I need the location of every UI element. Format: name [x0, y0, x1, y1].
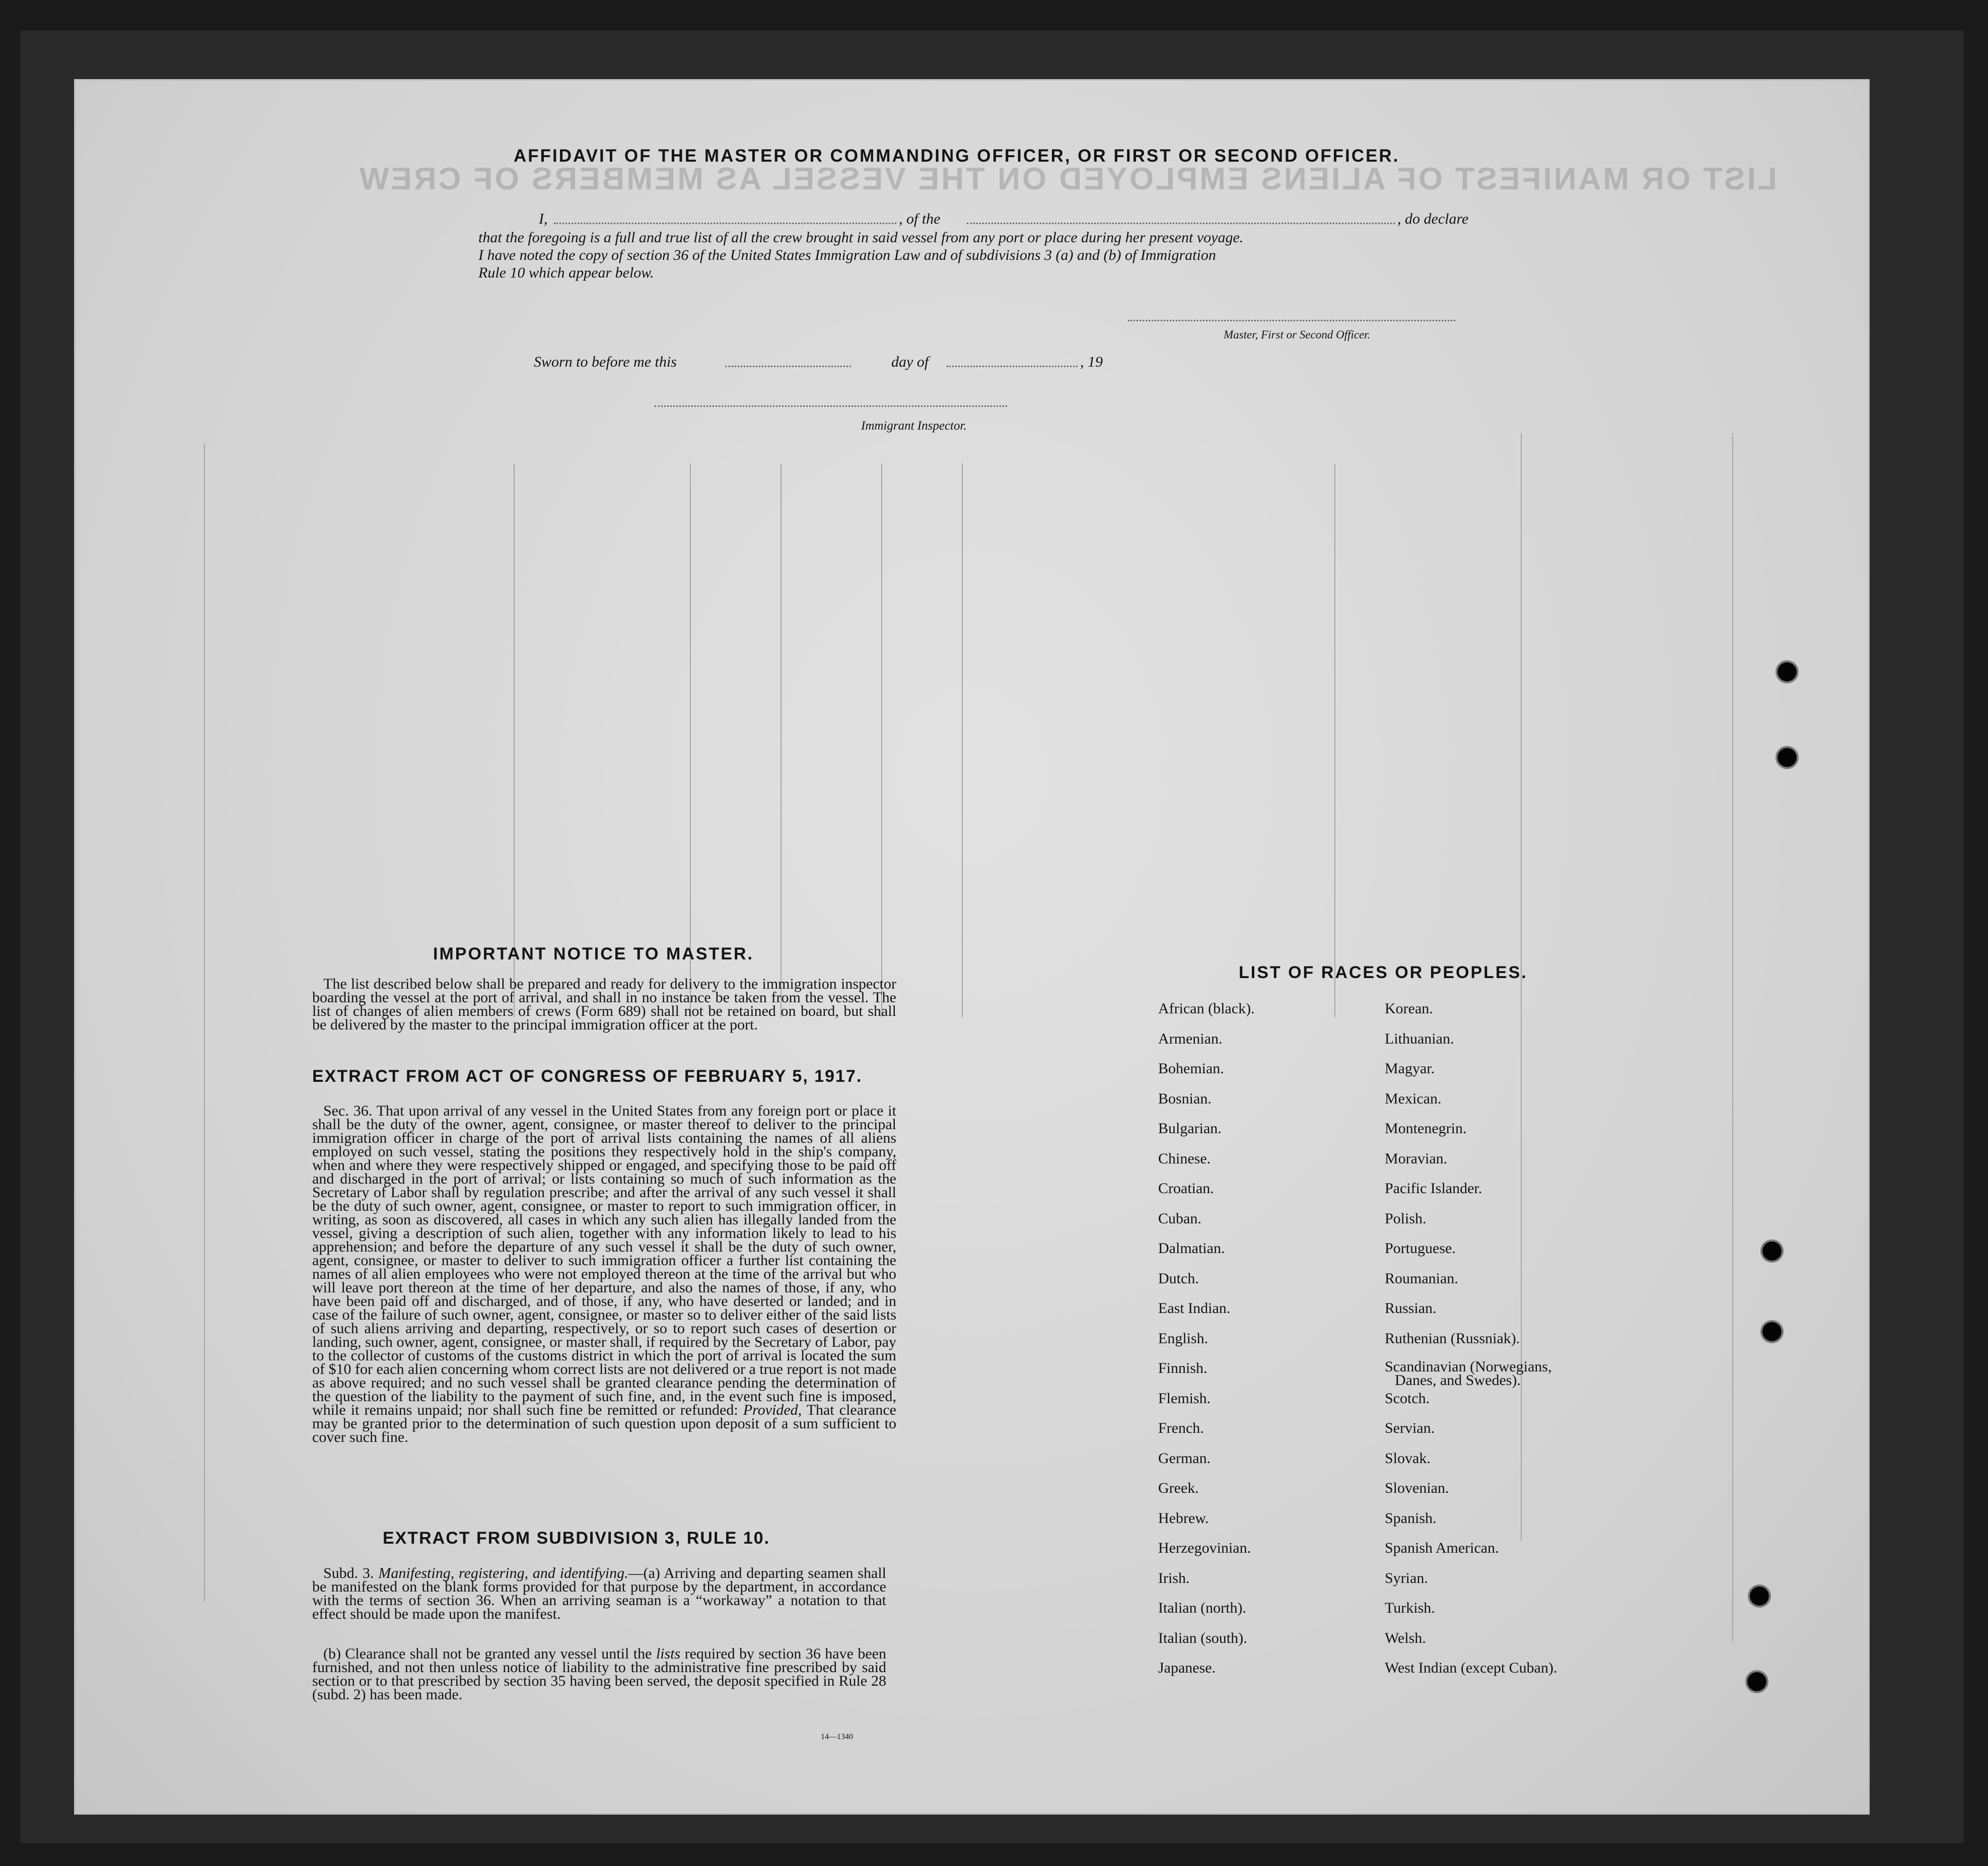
document-page — [76, 81, 1868, 1813]
act-extract-title: EXTRACT FROM ACT OF CONGRESS OF FEBRUARY 5, 1917. — [312, 1067, 863, 1086]
race-item: Bosnian. — [1158, 1090, 1212, 1107]
ghost-rule — [204, 443, 205, 1602]
race-item: Cuban. — [1158, 1210, 1201, 1227]
race-item: Portuguese. — [1385, 1240, 1456, 1257]
race-item: Roumanian. — [1385, 1270, 1458, 1287]
master-signature-line — [1128, 320, 1455, 321]
ghost-rule — [690, 463, 691, 1017]
form-number: 14—1340 — [821, 1733, 853, 1741]
race-item: English. — [1158, 1330, 1209, 1347]
race-item: German. — [1158, 1449, 1211, 1467]
races-right-column — [1385, 1000, 1557, 1690]
subd-label: Subd. 3. — [323, 1565, 374, 1581]
races-left-column — [1158, 1000, 1255, 1690]
name-blank — [554, 223, 896, 224]
race-item: Greek. — [1158, 1480, 1199, 1496]
race-item: Welsh. — [1385, 1629, 1426, 1646]
affidavit-line-1: that the foregoing is a full and true list of all the crew brought in said vessel from any port or place during her present voyage. — [478, 229, 1244, 246]
section-label: Sec. 36. — [323, 1102, 373, 1119]
rule-extract-title: EXTRACT FROM SUBDIVISION 3, RULE 10. — [383, 1529, 770, 1548]
master-caption: Master, First or Second Officer. — [1224, 328, 1371, 341]
ghost-rule — [1334, 463, 1335, 1017]
race-item: Lithuanian. — [1385, 1030, 1454, 1047]
race-item: Irish. — [1158, 1569, 1190, 1586]
inspector-caption: Immigrant Inspector. — [861, 419, 967, 433]
race-item: Scotch. — [1385, 1390, 1430, 1407]
race-item: Korean. — [1385, 1000, 1433, 1017]
year-label: , 19 — [1080, 354, 1103, 370]
race-item-continuation: Danes, and Swedes). — [1395, 1372, 1521, 1389]
para-b-lists: lists — [656, 1645, 681, 1662]
race-item: Moravian. — [1385, 1150, 1448, 1167]
race-item: Mexican. — [1385, 1090, 1442, 1107]
affidavit-i-label: I, — [539, 211, 548, 227]
race-item: East Indian. — [1158, 1300, 1231, 1317]
race-item: Slovak. — [1385, 1449, 1431, 1467]
race-item: Italian (south). — [1158, 1629, 1247, 1646]
day-of-label: day of — [891, 354, 929, 370]
affidavit-of-the-label: , of the — [899, 211, 941, 227]
race-item: Finnish. — [1158, 1360, 1208, 1376]
race-item: Japanese. — [1158, 1660, 1216, 1676]
race-item: Hebrew. — [1158, 1509, 1209, 1527]
binder-hole — [1778, 662, 1797, 681]
race-item: Herzegovinian. — [1158, 1540, 1251, 1556]
inspector-signature-line — [655, 405, 1007, 407]
race-item: Croatian. — [1158, 1180, 1214, 1197]
provided-word: Provided, — [743, 1402, 802, 1418]
affidavit-line-3: Rule 10 which appear below. — [478, 264, 654, 281]
race-item: Italian (north). — [1158, 1600, 1246, 1616]
act-extract-text-end: That clearance may be granted prior to the determination of such question upon deposit of a sum sufficient to cover such fine. — [312, 1402, 896, 1445]
vessel-blank — [967, 223, 1395, 224]
bleed-through-title: LIST OR MANIFEST OF ALIENS EMPLOYED ON THE VESSEL AS MEMBERS OF CREW — [358, 162, 1777, 196]
affidavit-title: AFFIDAVIT OF THE MASTER OR COMMANDING OFFICER, OR FIRST OR SECOND OFFICER. — [514, 146, 1400, 166]
race-item: Armenian. — [1158, 1030, 1223, 1047]
race-item-scandinavian — [1385, 1360, 1557, 1390]
notice-text: The list described below shall be prepared and ready for delivery to the immigration inspector boarding the vessel at the port of arrival, and shall in no instance be taken from the vessel. The list of changes of alien members of crews (Form 689) shall not be retained on board, but shall be delivered by the master to the principal immigration officer at the port. — [312, 976, 896, 1033]
binder-hole — [1762, 1322, 1782, 1341]
para-a-text: —(a) Arriving and departing seamen shall be manifested on the blank forms provided for that purpose by the department, in accordance with the terms of section 36. When an arriving seaman is a “workaway” a notation to that effect should be made upon the manifest. — [312, 1565, 886, 1622]
race-item: Dalmatian. — [1158, 1240, 1225, 1257]
race-item: Spanish. — [1385, 1509, 1437, 1527]
race-item: Bohemian. — [1158, 1060, 1224, 1077]
race-item: Scandinavian (Norwegians, — [1385, 1358, 1552, 1375]
ghost-rule — [1732, 433, 1733, 1642]
para-b-start: (b) Clearance shall not be granted any vessel until the — [323, 1645, 652, 1662]
ghost-rule — [881, 463, 882, 1017]
affidavit-do-declare-label: , do declare — [1397, 211, 1469, 227]
sworn-label: Sworn to before me this — [534, 354, 677, 370]
race-item: Flemish. — [1158, 1390, 1211, 1407]
sworn-day-blank — [725, 366, 851, 367]
race-item: Syrian. — [1385, 1569, 1428, 1586]
notice-title: IMPORTANT NOTICE TO MASTER. — [433, 944, 754, 963]
ghost-rule — [514, 463, 515, 1017]
race-item: Polish. — [1385, 1210, 1427, 1227]
race-item: African (black). — [1158, 1000, 1255, 1017]
race-item: Pacific Islander. — [1385, 1180, 1482, 1197]
rule-para-a — [312, 1566, 886, 1621]
races-title: LIST OF RACES OR PEOPLES. — [1239, 963, 1528, 982]
race-item: Magyar. — [1385, 1060, 1435, 1077]
race-item: Bulgarian. — [1158, 1120, 1222, 1137]
para-b-end: required by section 36 have been furnished, and not then unless notice of liability to the administrative fine prescribed by said section or to that prescribed by section 35 having been served, the deposit specified in Rule 28 (subd. 2) has been made. — [312, 1645, 886, 1703]
ghost-rule — [962, 463, 963, 1017]
race-item: Slovenian. — [1385, 1480, 1449, 1496]
subd-heading: Manifesting, registering, and identifying. — [378, 1565, 628, 1581]
race-item: Chinese. — [1158, 1150, 1211, 1167]
race-item: Montenegrin. — [1385, 1120, 1467, 1137]
race-item: Ruthenian (Russniak). — [1385, 1330, 1520, 1347]
rule-para-b — [312, 1647, 886, 1701]
race-item: Russian. — [1385, 1300, 1437, 1317]
binder-hole — [1750, 1586, 1769, 1606]
race-item: Servian. — [1385, 1420, 1435, 1436]
race-item: Dutch. — [1158, 1270, 1199, 1287]
affidavit-line-2: I have noted the copy of section 36 of the United States Immigration Law and of subdivisions 3 (a) and (b) of Immigration — [478, 247, 1216, 263]
binder-hole — [1778, 748, 1797, 767]
act-extract-text: That upon arrival of any vessel in the United States from any foreign port or place it shall be the duty of the owner, agent, consignee, or master thereof to deliver to the principal immigration officer in charge of the port of arrival lists containing the names of all aliens employed on such vessel, stating the positions they respectively hold in the ship's company, when and where they were respectively shipped or engaged, and specifying those to be paid off and discharged in the port of arrival; or lists containing so much of such information as the Secretary of Labor shall by regulation prescribe; and after the arrival of any such vessel it shall be the duty of such owner, agent, consignee, or master to report to such immigration officer, in writing, as soon as discovered, all cases in which any such alien has illegally landed from the vessel, giving a description of such alien, together with any information likely to lead to his apprehension; and before the departure of any such vessel it shall be the duty of such owner, agent, consignee, or master to deliver to such immigration officer a further list containing the names of all alien employees who were not employed thereon at the time of the arrival but who will leave port thereon at the time of her departure, and also the names of those, if any, who have been paid off and discharged, and of those, if any, who have deserted or landed; and in case of the failure of such owner, agent, consignee, or master so to deliver either of the said lists of such aliens arriving and departing, respectively, or so to report such cases of desertion or landing, such owner, agent, consignee, or master shall, if required by the Secretary of Labor, pay to the collector of customs of the customs district in which the port of arrival is located the sum of $10 for each alien concerning whom correct lists are not delivered or a true report is not made as above required; and no such vessel shall be granted clearance pending the determination of the question of the liability to the payment of such fine, and, in the event such fine is imposed, while it remains unpaid; nor shall such fine be remitted or refunded: — [312, 1102, 896, 1418]
act-extract-body — [312, 1104, 896, 1444]
race-item: French. — [1158, 1420, 1204, 1436]
race-item: Turkish. — [1385, 1600, 1435, 1616]
ghost-rule — [780, 463, 782, 1017]
sworn-month-blank — [947, 366, 1078, 367]
binder-hole — [1762, 1241, 1782, 1261]
binder-hole — [1747, 1672, 1766, 1691]
race-item: Spanish American. — [1385, 1540, 1499, 1556]
race-item: West Indian (except Cuban). — [1385, 1660, 1557, 1676]
